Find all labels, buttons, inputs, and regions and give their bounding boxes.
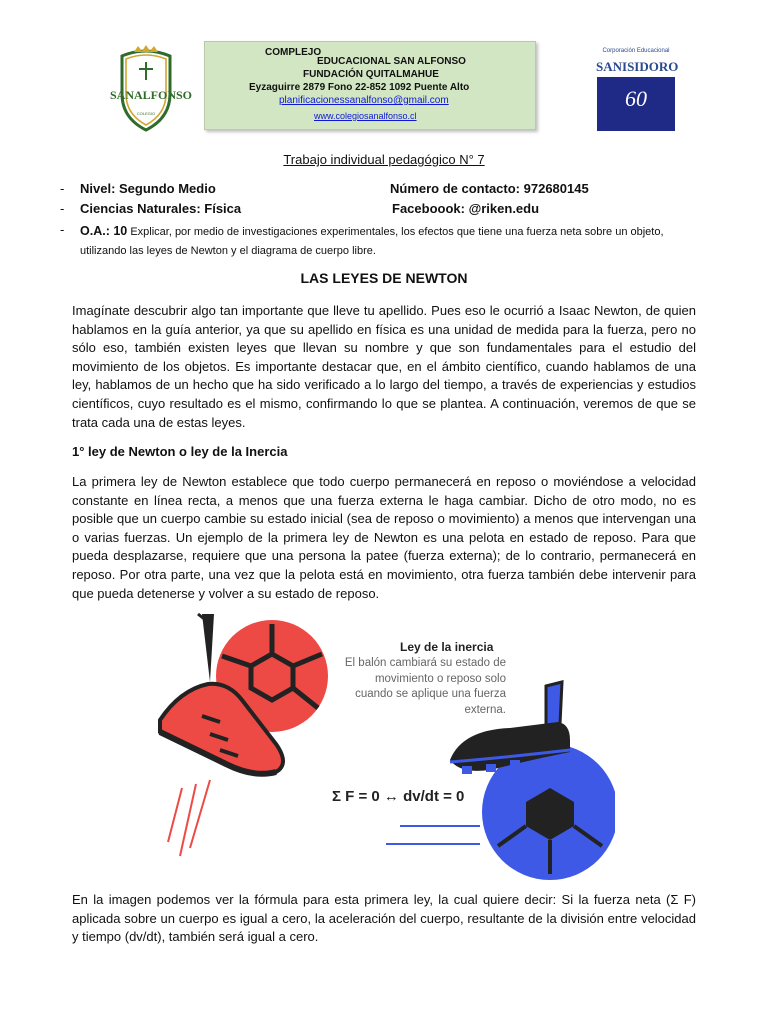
anniversary-badge: 60 [625, 86, 647, 111]
subject-label: Ciencias Naturales: Física [80, 201, 242, 216]
header-line2: FUNDACIÓN QUITALMAHUE [303, 69, 439, 80]
contact-number: Número de contacto: 972680145 [390, 181, 589, 196]
illustration-caption [330, 656, 506, 718]
document-title: Trabajo individual pedagógico N° 7 [283, 152, 485, 167]
inertia-formula: Σ F = 0 ↔ dv/dt = 0 [332, 788, 465, 805]
header-address: Eyzaguirre 2879 Fono 22-852 1092 Puente Alto [249, 82, 470, 93]
bullet-dash: - [60, 181, 65, 196]
san-isidoro-logo [596, 48, 679, 132]
explanation-paragraph: En la imagen podemos ver la fórmula para esta primera ley, la cual quiere decir: Si la fuerza neta (Σ F) aplicada sobre un cuerpo es igual a cero, la aceleración del cuerpo, resultante de la división entre velocidad y tiempo (dv/dt), también será igual a cero. [72, 892, 696, 945]
law1-heading: 1° ley de Newton o ley de la Inercia [72, 444, 288, 459]
section-title: LAS LEYES DE NEWTON [300, 270, 468, 286]
intro-paragraph: Imagínate descubrir algo tan importante que lleve tu apellido. Pues eso le ocurrió a Isaac Newton, de quien hablamos en la guía anterior, ya que su apellido en física es una unidad de medida para la fuerza, pero no sólo eso, también existen leyes que llevan su nombre y que son fundamentales para el estudio del movimiento de los objetos. Es importante destacar que, en el ámbito científico, cuando hablamos de una ley, hablamos de un hecho que ha sido verificado a lo largo del tiempo, a través de experiencias y estudios científicos, cuyo resultado es el mismo, confirmando lo que se plantea. A continuación, veremos de que se trata cada una de estas leyes. [72, 303, 696, 430]
oa-text: Explicar, por medio de investigaciones experimentales, los efectos que tiene una fuerza neta sobre un objeto, utilizando las leyes de Newton y el diagrama de cuerpo libre. [80, 226, 664, 257]
law1-paragraph: La primera ley de Newton establece que todo cuerpo permanecerá en reposo o moviéndose a velocidad constante en línea recta, a menos que una fuerza externa le haga cambiar. Dicho de otro modo, no es posible que un cuerpo cambie su estado inicial (sea de reposo o movimiento) a menos que intervengan una o varias fuerzas. Un ejemplo de la primera ley de Newton es una pelota en estado de reposo. Para que pueda desplazarse, requiere que una persona la patee (fuerza externa); de lo contrario, permanecerá en reposo. Por otra parte, una vez que la pelota está en movimiento, otra fuerza también debe intervenir para que pueda detenerse y volver a su estado de reposo. [72, 474, 696, 601]
oa-label: O.A.: 10 [80, 224, 128, 238]
logo-right-top: Corporación Educacional [602, 48, 670, 54]
logo-subtitle: COLEGIO [136, 111, 156, 116]
header-website-link[interactable]: www.colegiosanalfonso.cl [314, 111, 417, 121]
nivel-label: Nivel: Segundo Medio [80, 181, 216, 196]
san-alfonso-logo [108, 44, 193, 132]
learning-objective [80, 222, 710, 261]
facebook-handle: Faceboook: @riken.edu [392, 201, 540, 216]
caption-line: El balón cambiará su estado de [344, 657, 506, 669]
header-line1b: EDUCACIONAL SAN ALFONSO [317, 56, 466, 67]
bullet-dash: - [60, 201, 65, 216]
caption-line: externa. [464, 703, 506, 716]
logo-right-name: SANISIDORO [596, 59, 679, 74]
header-email-link[interactable]: planificacionessanalfonso@gmail.com [279, 95, 449, 106]
caption-line: cuando se aplique una fuerza [355, 688, 506, 700]
header-line1a: COMPLEJO [265, 47, 322, 58]
inertia-illustration [150, 612, 615, 880]
bullet-dash: - [60, 222, 65, 237]
illustration-title: Ley de la inercia [400, 640, 494, 654]
logo-wordmark: SANALFONSO [110, 88, 193, 102]
school-header-box [204, 41, 536, 130]
caption-line: movimiento o reposo solo [374, 672, 506, 685]
